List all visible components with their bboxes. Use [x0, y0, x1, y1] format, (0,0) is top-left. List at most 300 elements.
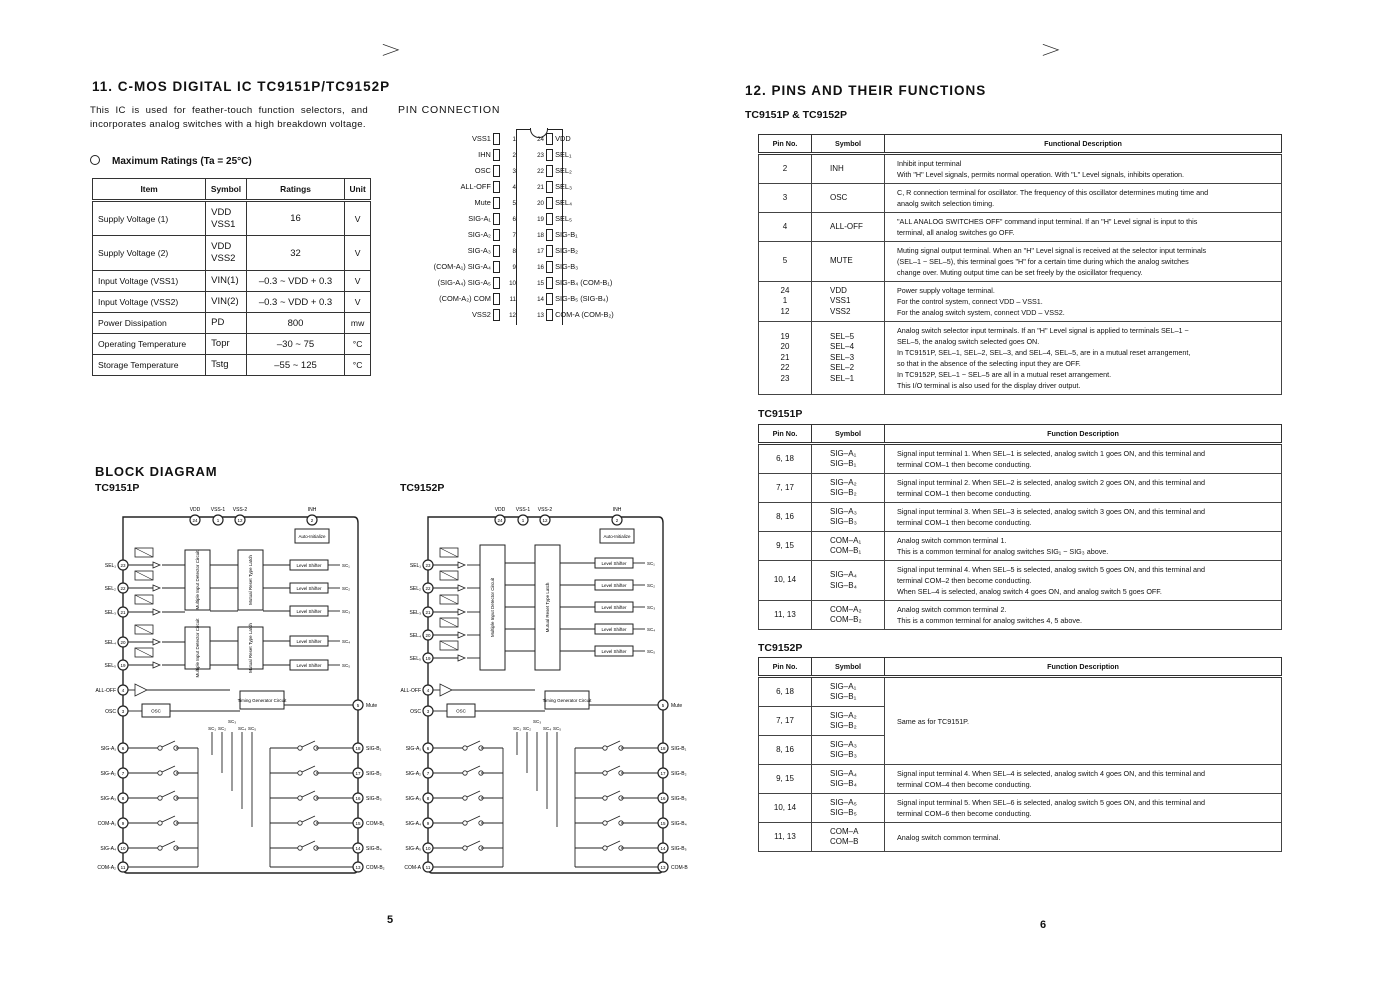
col-header: Function Description [885, 425, 1282, 444]
all-off-label: ALL-OFF [400, 688, 421, 694]
mute-pin-label: Mute [671, 703, 683, 709]
symbol: SEL–5 [830, 331, 855, 341]
section-title: 11. C-MOS DIGITAL IC TC9151P/TC9152P [92, 79, 391, 94]
pin-number: 7 [121, 771, 125, 776]
symbol: SIG–B₂ [830, 721, 857, 730]
switch-contact [158, 771, 162, 775]
level-shifter-block-label: Level Shifter [296, 639, 322, 644]
switch-contact [158, 821, 162, 825]
pin-number: 5 [512, 199, 516, 207]
pin-label: SEL₅ [555, 214, 573, 223]
description-cell [885, 154, 1282, 184]
pin-number: 17 [355, 771, 361, 776]
function-row [759, 213, 1282, 242]
symbol: SIG–A₅ [830, 797, 857, 807]
desc-line: C, R connection terminal for oscillator. The frequency of this oscillator determines muting time and [897, 188, 1209, 197]
pin-number: 1 [521, 518, 525, 523]
pin-number: 20 [537, 199, 544, 207]
symbol: VIN(2) [211, 296, 239, 307]
symbol: VIN(1) [211, 275, 239, 286]
pin-pad-icon [546, 165, 553, 177]
sel-pin-label: SEL₃ [409, 610, 421, 616]
symbol: COM–B₂ [830, 615, 862, 624]
symbol: VDD [211, 241, 232, 252]
pin-number: 1 [216, 518, 220, 523]
pin-label: SIG-A₃ [467, 246, 491, 255]
switch-contact [158, 746, 162, 750]
pin-number: 13 [355, 865, 361, 870]
top-pin-label: VDD [189, 507, 201, 513]
switch-arm [607, 791, 620, 797]
col-header: Symbol [812, 658, 885, 677]
pin-number: 3 [121, 709, 125, 714]
pin-no: 3 [782, 192, 788, 202]
symbol: SIG–A₂ [830, 477, 857, 487]
function-row [759, 503, 1282, 532]
pin-number: 3 [512, 167, 516, 175]
pin-number: 24 [497, 518, 503, 523]
pin-number: 21 [537, 183, 544, 191]
pin-no: 1 [782, 296, 788, 306]
pin-pad-icon [493, 197, 500, 209]
osc-block-label: OSC [456, 708, 466, 714]
pin-right [532, 260, 578, 273]
sc-bus-label: SC₅ [247, 726, 257, 731]
level-shifter-block-label: Level Shifter [601, 583, 627, 588]
switch-arm [302, 841, 315, 847]
desc-line: terminal, all analog switches go OFF. [897, 228, 1015, 237]
desc-line: Analog switch common terminal 1. [897, 536, 1007, 545]
right-signal-label: SIG-B₂ [366, 771, 382, 777]
pin-no: 4 [782, 221, 788, 231]
description-cell [885, 601, 1282, 630]
right-signal-label: SIG-B₁ [671, 746, 687, 752]
pin-label: SIG-B₂ [555, 246, 579, 255]
pin-number: 4 [426, 688, 430, 693]
sc-bus-label: SC₁ [208, 726, 216, 731]
pin-left [475, 164, 516, 177]
symbol-cell [812, 736, 885, 765]
symbol: COM–A [830, 826, 859, 836]
switch-contact [603, 821, 607, 825]
sel-pin-label: SEL₄ [409, 633, 421, 639]
pin-left [478, 148, 516, 161]
pin-no: 6, 18 [776, 453, 794, 463]
symbol-cell [812, 444, 885, 474]
pin-number: 18 [355, 746, 361, 751]
top-pin-label: VSS-2 [537, 507, 553, 513]
description-cell [885, 444, 1282, 474]
inverter-icon [153, 585, 160, 591]
pin-number: 17 [660, 771, 666, 776]
pin-label: VSS1 [471, 134, 491, 143]
pin-number: 23 [425, 563, 431, 568]
pin-left [439, 292, 516, 305]
osc-block-label: OSC [151, 708, 161, 714]
pin-number: 15 [355, 821, 361, 826]
pin-number: 11 [509, 295, 516, 303]
pin-left [474, 196, 516, 209]
left-signal-label: COM-A₁ [97, 821, 116, 827]
pin-cell [759, 184, 812, 213]
pin-no: 6, 18 [776, 686, 794, 696]
pin-number: 9 [426, 821, 430, 826]
symbol: SIG–A₁ [830, 681, 857, 691]
multiple-input-detector-block-label: Multiple Input Detector Circuit [195, 550, 200, 610]
switch-contact [463, 771, 467, 775]
pin-pad-icon [493, 277, 500, 289]
sc-output-label: SC₁ [342, 563, 350, 568]
pin-label: SIG-B₄ (COM-B₁) [555, 278, 613, 287]
pin-number: 8 [512, 247, 516, 255]
inverter-icon [153, 639, 160, 645]
col-header: Symbol [206, 179, 247, 201]
pin-number: 6 [121, 746, 125, 751]
item-cell: Input Voltage (VSS1) [93, 271, 206, 292]
pin-number: 4 [121, 688, 125, 693]
pin-number: 22 [120, 586, 126, 591]
symbol-cell [812, 677, 885, 707]
symbol: SEL–2 [830, 363, 855, 373]
switch-contact [463, 796, 467, 800]
pin-no: 11, 13 [774, 609, 796, 619]
pin-label: (SIG-A₄) SIG-A₅ [437, 278, 491, 287]
sel-pin-label: SEL₄ [104, 640, 116, 646]
symbol: COM–A₂ [830, 604, 862, 614]
description-cell [885, 765, 1282, 794]
symbol: VSS2 [211, 253, 236, 264]
function-row [759, 601, 1282, 630]
level-shifter-block-label: Level Shifter [601, 649, 627, 654]
pin-right [532, 164, 572, 177]
symbol-cell [206, 271, 247, 292]
left-signal-label: SIG-A₁ [100, 746, 116, 752]
pin-label: SEL₃ [555, 182, 573, 191]
same-as-text: Same as for TC9151P. [897, 716, 970, 726]
right-signal-label: COM-B [671, 865, 688, 871]
switch-arm [162, 791, 175, 797]
right-signal-label: SIG-B₃ [366, 796, 382, 802]
desc-line: anaolg switch selection timing. [897, 199, 995, 208]
symbol-cell [812, 532, 885, 561]
pin-pad-icon [546, 181, 553, 193]
pin-number: 7 [426, 771, 430, 776]
pin-cell [759, 322, 812, 395]
pin-number: 18 [660, 746, 666, 751]
rating-cell: –30 ~ 75 [246, 334, 344, 355]
level-shifter-block-label: Level Shifter [601, 561, 627, 566]
switch-arm [302, 791, 315, 797]
pin-pad-icon [546, 197, 553, 209]
desc-line: In TC9152P, SEL–1 ~ SEL–5 are all in a mutual reset arrangement. [897, 370, 1112, 379]
ratings-row [93, 313, 371, 334]
symbol-cell [812, 242, 885, 282]
tc9152p-diagram-title: TC9152P [400, 482, 445, 494]
description-cell [885, 322, 1282, 395]
osc-pin-label: OSC [105, 709, 116, 715]
pin-pad-icon [546, 133, 553, 145]
ratings-row [93, 201, 371, 236]
pin-number: 7 [512, 231, 516, 239]
sel-pin-label: SEL₁ [409, 563, 421, 569]
desc-line: terminal COM–1 then become conducting. [897, 518, 1032, 527]
symbol: COM–B [830, 837, 859, 846]
switch-arm [302, 766, 315, 772]
sc-bus-label: SC₄ [237, 726, 247, 731]
sc-bus-label: SC₁ [513, 726, 521, 731]
pin-number: 12 [509, 311, 516, 319]
pin-label: (COM-A₂) COM [439, 294, 491, 303]
symbol: SIG–B₂ [830, 488, 857, 497]
pin-pad-icon [546, 245, 553, 257]
desc-line: When SEL–4 is selected, analog switch 4 goes ON, and analog switch 5 goes OFF. [897, 587, 1162, 596]
rating-cell: –0.3 ~ VDD + 0.3 [246, 271, 344, 292]
pin-pad-icon [546, 213, 553, 225]
left-signal-label: COM-A₂ [97, 865, 116, 871]
symbol: SIG–A₂ [830, 710, 857, 720]
pin-no: 9, 15 [776, 773, 794, 783]
symbol: Tstg [211, 359, 229, 370]
desc-line: Analog switch selector input terminals. If an "H" Level signal is applied to terminals SEL–1 ~ [897, 326, 1189, 335]
inverter-icon [458, 562, 465, 568]
pin-left [468, 228, 516, 241]
page-number: 5 [387, 914, 394, 926]
pin-number: 22 [537, 167, 544, 175]
description-cell [885, 213, 1282, 242]
sel-pin-label: SEL₂ [104, 586, 116, 592]
inverter-icon [458, 609, 465, 615]
desc-line: change over. Muting output time can be set freely by the osicillator frequency. [897, 268, 1143, 277]
pin-right [532, 308, 614, 321]
function-row [759, 765, 1282, 794]
desc-line: terminal COM–6 then become conducting. [897, 809, 1032, 818]
page-corner-mark: ＞ [380, 41, 403, 59]
pin-number: 19 [537, 215, 544, 223]
sc-output-label: SC₂ [342, 586, 350, 591]
symbol-cell [206, 313, 247, 334]
function-row [759, 794, 1282, 823]
pin-no: 12 [780, 306, 790, 316]
pin-right [532, 196, 572, 209]
max-ratings-heading [90, 155, 252, 167]
pin-no: 10, 14 [773, 802, 797, 812]
top-pin-label: VSS-2 [232, 507, 248, 513]
unit-cell: V [345, 292, 371, 313]
symbol: SIG–A₃ [830, 739, 857, 749]
all-off-label: ALL-OFF [95, 688, 116, 694]
switch-arm [162, 741, 175, 747]
function-row [759, 154, 1282, 184]
switch-arm [302, 816, 315, 822]
ratings-row [93, 271, 371, 292]
col-header: Pin No. [759, 425, 812, 444]
pin-left [438, 276, 516, 289]
sc-output-label: SC₄ [342, 639, 351, 644]
sc-output-label: SC₃ [647, 605, 656, 610]
pin-no: 21 [780, 352, 790, 362]
description-cell [885, 242, 1282, 282]
pin-pad-icon [546, 229, 553, 241]
right-signal-label: COM-B₁ [366, 821, 385, 827]
pin-right [532, 212, 572, 225]
block-diagram-title: BLOCK DIAGRAM [95, 464, 218, 479]
function-row [759, 474, 1282, 503]
switch-contact [298, 796, 302, 800]
pin-number: 22 [425, 586, 431, 591]
desc-line: Analog switch common terminal. [897, 832, 1001, 842]
pin-connection-title: PIN CONNECTION [398, 104, 501, 116]
pin-no: 19 [780, 331, 790, 341]
desc-line: Analog switch common terminal 2. [897, 605, 1007, 614]
symbol-cell [812, 503, 885, 532]
symbol-cell [812, 474, 885, 503]
switch-arm [467, 841, 480, 847]
desc-line: terminal COM–2 then become conducting. [897, 576, 1032, 585]
item-cell: Power Dissipation [93, 313, 206, 334]
ratings-row [93, 355, 371, 376]
item-cell: Operating Temperature [93, 334, 206, 355]
switch-contact [158, 846, 162, 850]
pin-number: 5 [661, 703, 665, 708]
description-cell [885, 677, 1282, 765]
pin-label: SEL₄ [555, 198, 573, 207]
pin-pad-icon [493, 309, 500, 321]
desc-line: terminal COM–1 then become conducting. [897, 489, 1032, 498]
symbol-cell [206, 236, 247, 271]
common-table-title: TC9151P & TC9152P [745, 109, 847, 121]
tc9151p-table-title: TC9151P [758, 408, 803, 420]
mute-pin-label: Mute [366, 703, 378, 709]
symbol-cell [812, 561, 885, 601]
switch-arm [607, 766, 620, 772]
pin-cell [759, 154, 812, 184]
left-signal-label: SIG-A₄ [100, 846, 116, 852]
desc-line: This is a common terminal for analog switches SIG₁ ~ SIG₃ above. [897, 547, 1109, 556]
pin-pad-icon [493, 213, 500, 225]
description-cell [885, 561, 1282, 601]
symbol: VDD [830, 285, 847, 295]
pin-pad-icon [493, 229, 500, 241]
pin-pad-icon [493, 293, 500, 305]
pin-cell [759, 707, 812, 736]
sc-bus-label: SC₃ [532, 719, 542, 724]
top-pin-label: INH [307, 507, 317, 513]
desc-line: so that in the absence of the selecting input they are OFF. [897, 359, 1081, 368]
unit-cell: mw [345, 313, 371, 334]
pin-label: ALL-OFF [460, 182, 491, 191]
pin-number: 23 [537, 151, 544, 159]
multiple-input-detector-block-label: Multiple Input Detector Circuit [490, 577, 495, 638]
description-cell [885, 823, 1282, 852]
sc-output-label: SC₄ [647, 627, 656, 632]
pin-no: 23 [780, 373, 790, 383]
symbol: VSS1 [211, 218, 236, 230]
unit-cell: V [345, 271, 371, 292]
sel-pin-label: SEL₁ [104, 563, 116, 569]
pin-number: 24 [537, 135, 544, 143]
desc-line: Signal input terminal 3. When SEL–3 is selected, analog switch 3 goes ON, and this terminal and [897, 507, 1206, 516]
symbol-cell [812, 823, 885, 852]
desc-line: terminal COM–1 then become conducting. [897, 460, 1032, 469]
left-signal-label: SIG-A₄ [405, 821, 421, 827]
pin-number: 20 [425, 633, 431, 638]
sc-output-label: SC₅ [342, 663, 351, 668]
switch-arm [607, 841, 620, 847]
pin-pad-icon [546, 149, 553, 161]
pin-label: SIG-B₃ [555, 262, 579, 271]
pin-cell [759, 823, 812, 852]
pin-cell [759, 282, 812, 322]
top-pin-label: VDD [494, 507, 506, 513]
unit-cell: V [345, 201, 371, 236]
pin-cell [759, 444, 812, 474]
function-row [759, 242, 1282, 282]
switch-arm [467, 791, 480, 797]
sc-bus-label: SC₄ [542, 726, 552, 731]
pin-cell [759, 601, 812, 630]
pin-number: 13 [537, 311, 544, 319]
level-shifter-block-label: Level Shifter [296, 663, 322, 668]
symbol-cell [812, 601, 885, 630]
pin-left [472, 308, 516, 321]
pin-label: Mute [474, 198, 491, 207]
pin-number: 15 [660, 821, 666, 826]
switch-contact [298, 746, 302, 750]
col-header: Pin No. [759, 658, 812, 677]
pin-label: IHN [478, 150, 491, 159]
symbol: MUTE [830, 256, 853, 266]
description-cell [885, 532, 1282, 561]
rating-cell: 800 [246, 313, 344, 334]
symbol: VDD [211, 206, 232, 218]
bullet-icon [90, 155, 100, 165]
pin-number: 14 [660, 846, 666, 851]
symbol-cell [812, 707, 885, 736]
pin-label: SIG-B₁ [555, 230, 578, 239]
pin-no: 5 [782, 256, 788, 266]
pin-pad-icon [493, 133, 500, 145]
pin-number: 4 [512, 183, 516, 191]
symbol-cell [812, 282, 885, 322]
col-header: Functional Description [885, 135, 1282, 154]
function-row [759, 823, 1282, 852]
right-signal-label: SIG-B₄ [366, 846, 382, 852]
symbol-cell [812, 154, 885, 184]
sel-pin-label: SEL₂ [409, 586, 421, 592]
symbol-cell [206, 355, 247, 376]
pin-cell [759, 503, 812, 532]
description-cell [885, 794, 1282, 823]
unit-cell: °C [345, 334, 371, 355]
rating-cell: –0.3 ~ VDD + 0.3 [246, 292, 344, 313]
pin-no: 7, 17 [776, 715, 794, 725]
pin-left [460, 180, 516, 193]
symbol-cell [812, 213, 885, 242]
description-cell [885, 474, 1282, 503]
mutual-reset-latch-block-label: Mutual Reset Type Latch [545, 582, 550, 633]
pin-number: 2 [512, 151, 516, 159]
col-header: Item [93, 179, 206, 201]
level-shifter-block-label: Level Shifter [296, 586, 322, 591]
common-pins-table [758, 134, 1282, 395]
pin-number: 19 [120, 663, 126, 668]
pin-number: 14 [537, 295, 544, 303]
tc9151p-block-diagram [90, 505, 390, 885]
symbol: OSC [830, 192, 848, 202]
desc-line: This is a common terminal for analog switches 4, 5 above. [897, 616, 1082, 625]
symbol: Topr [211, 338, 230, 349]
pin-cell [759, 213, 812, 242]
